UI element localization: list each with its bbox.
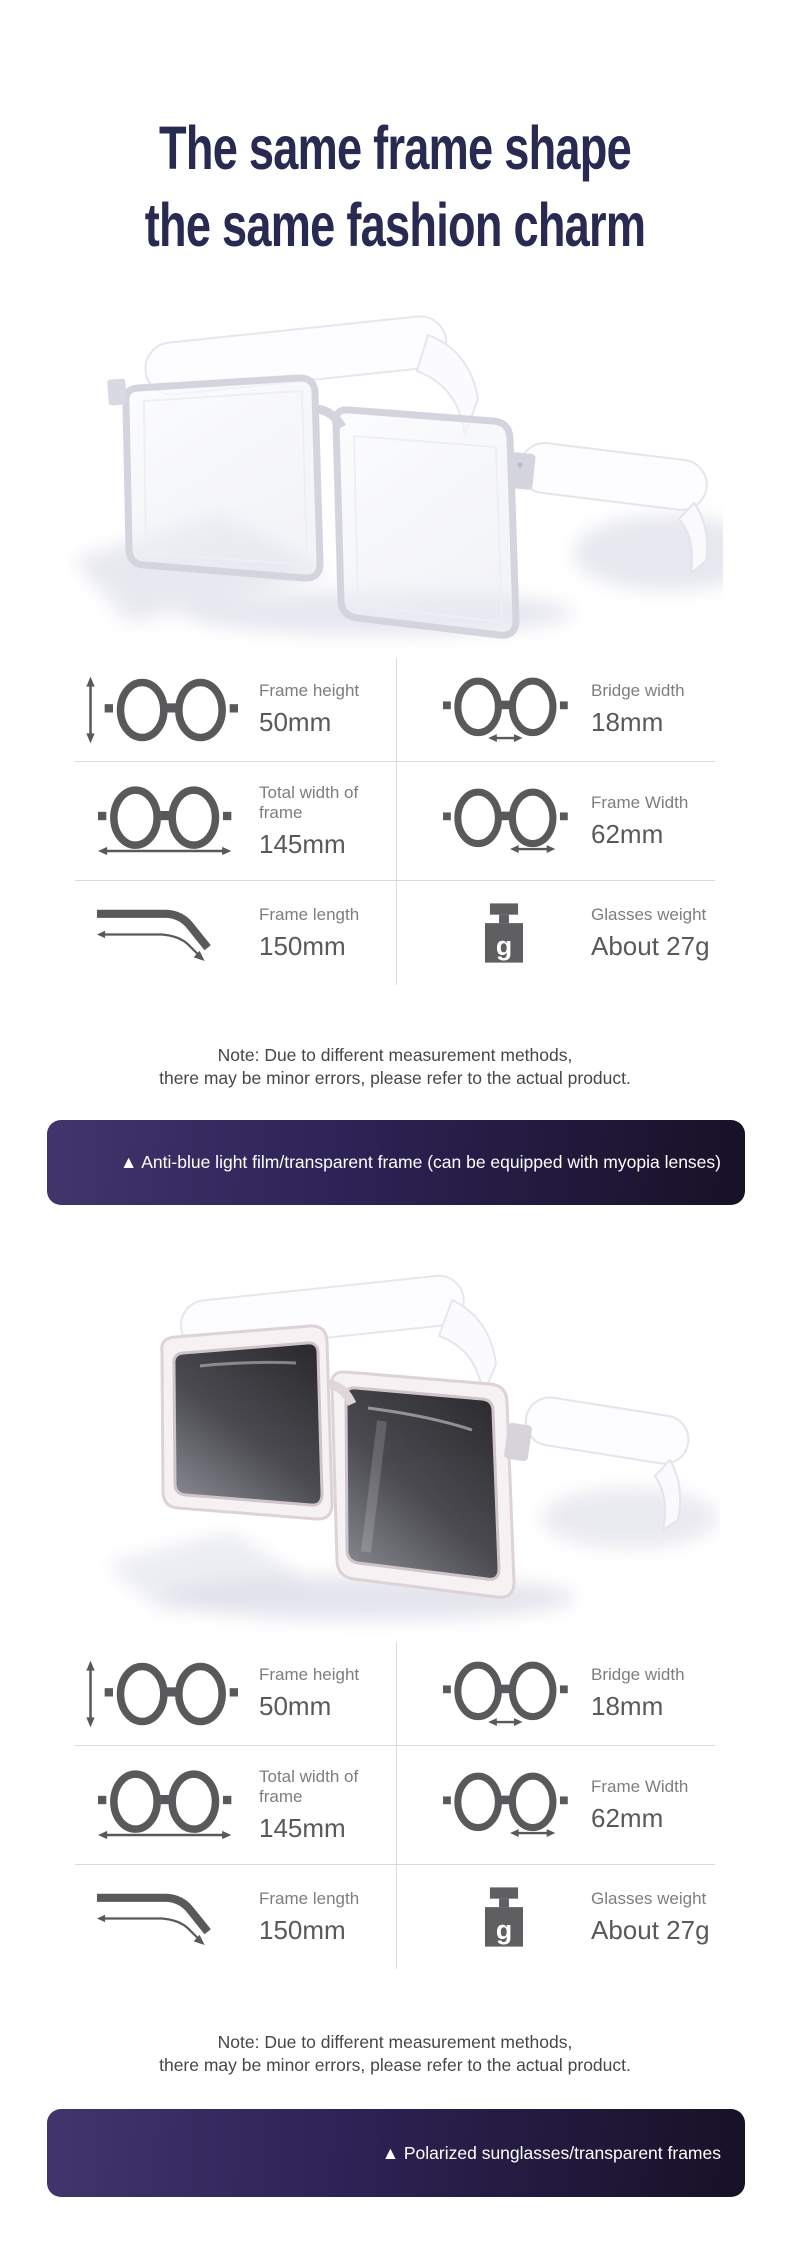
bridge-width-icon bbox=[429, 675, 581, 745]
spec-cell-frame-length bbox=[75, 1865, 397, 1969]
spec-value: 50mm bbox=[259, 707, 332, 737]
frame-length-icon bbox=[79, 1886, 249, 1948]
spec-value: 50mm bbox=[259, 1691, 332, 1721]
note-line1: Note: Due to different measurement methods, bbox=[217, 1045, 573, 1065]
product-photo-anti-blue-clear-glasses bbox=[68, 315, 723, 650]
spec-value: 18mm bbox=[591, 707, 664, 737]
spec-cell-glasses-weight bbox=[397, 881, 715, 985]
spec-label: Frame Width bbox=[591, 792, 689, 812]
sunglasses-illustration bbox=[70, 1266, 720, 1634]
spec-label: Frame height bbox=[259, 1665, 360, 1684]
spec-label: Bridge width bbox=[591, 681, 685, 700]
spec-text bbox=[259, 1665, 359, 1722]
clear-glasses-illustration bbox=[68, 315, 723, 650]
spec-text bbox=[591, 681, 685, 738]
spec-cell-frame-height bbox=[75, 658, 397, 762]
spec-cell-frame-width bbox=[397, 1746, 715, 1865]
svg-text:g: g bbox=[496, 1914, 513, 1945]
frame-height-icon bbox=[79, 675, 249, 745]
total-width-of-frame-icon bbox=[79, 1770, 249, 1840]
spec-text bbox=[259, 783, 396, 860]
spec-label: Bridge width bbox=[591, 1665, 685, 1684]
spec-value: About 27g bbox=[591, 1914, 710, 1945]
glasses-weight-icon bbox=[429, 902, 581, 964]
product-photo-polarized-sunglasses bbox=[70, 1266, 720, 1634]
spec-value: 62mm bbox=[591, 1802, 664, 1833]
measurement-note bbox=[0, 2031, 790, 2077]
page-title-line1: The same frame shape bbox=[159, 114, 631, 182]
spec-cell-total-width bbox=[75, 1746, 397, 1865]
spec-value: 145mm bbox=[259, 1812, 346, 1843]
note-line2: there may be minor errors, please refer to the actual product. bbox=[159, 2055, 631, 2075]
spec-text bbox=[591, 905, 710, 962]
bridge-width-icon bbox=[429, 1659, 581, 1729]
spec-text bbox=[591, 1777, 688, 1834]
spec-value: 145mm bbox=[259, 828, 346, 859]
caption-banner-anti-blue: ▲ Anti-blue light film/transparent frame (can be equipped with myopia lenses) bbox=[47, 1120, 745, 1205]
spec-text bbox=[591, 793, 688, 850]
spec-text bbox=[591, 1889, 710, 1946]
note-line1: Note: Due to different measurement methods, bbox=[217, 2032, 573, 2052]
spec-label: Total width of frame bbox=[259, 782, 359, 822]
spec-label: Total width of frame bbox=[259, 1766, 359, 1806]
spec-text bbox=[259, 905, 359, 962]
spec-label: Frame length bbox=[259, 904, 360, 924]
svg-text:g: g bbox=[496, 930, 513, 961]
spec-text bbox=[591, 1665, 685, 1722]
spec-cell-bridge-width bbox=[397, 1642, 715, 1746]
spec-text bbox=[259, 1889, 359, 1946]
spec-grid-anti-blue bbox=[75, 658, 715, 985]
frame-width-icon bbox=[429, 1770, 581, 1840]
glasses-weight-icon bbox=[429, 1886, 581, 1948]
spec-cell-frame-height bbox=[75, 1642, 397, 1746]
total-width-of-frame-icon bbox=[79, 786, 249, 856]
spec-label: Glasses weight bbox=[591, 1888, 707, 1908]
frame-height-icon bbox=[79, 1659, 249, 1729]
caption-banner-polarized: ▲ Polarized sunglasses/transparent frames bbox=[47, 2109, 745, 2197]
spec-cell-frame-width bbox=[397, 762, 715, 881]
spec-value: 150mm bbox=[259, 930, 346, 961]
spec-text bbox=[259, 681, 359, 738]
spec-cell-frame-length bbox=[75, 881, 397, 985]
spec-value: 18mm bbox=[591, 1691, 664, 1721]
spec-text bbox=[259, 1767, 396, 1844]
spec-cell-glasses-weight bbox=[397, 1865, 715, 1969]
spec-label: Frame length bbox=[259, 1888, 360, 1908]
spec-grid-polarized bbox=[75, 1642, 715, 1969]
page-title-line2: the same fashion charm bbox=[144, 191, 646, 259]
spec-cell-bridge-width bbox=[397, 658, 715, 762]
spec-label: Glasses weight bbox=[591, 904, 707, 924]
spec-label: Frame height bbox=[259, 681, 360, 700]
spec-label: Frame Width bbox=[591, 1776, 689, 1796]
spec-value: 62mm bbox=[591, 818, 664, 849]
spec-value: About 27g bbox=[591, 930, 710, 961]
frame-width-icon bbox=[429, 786, 581, 856]
measurement-note bbox=[0, 1044, 790, 1090]
frame-length-icon bbox=[79, 902, 249, 964]
note-line2: there may be minor errors, please refer to the actual product. bbox=[159, 1068, 631, 1088]
page-title bbox=[0, 110, 790, 264]
spec-cell-total-width bbox=[75, 762, 397, 881]
spec-value: 150mm bbox=[259, 1914, 346, 1945]
